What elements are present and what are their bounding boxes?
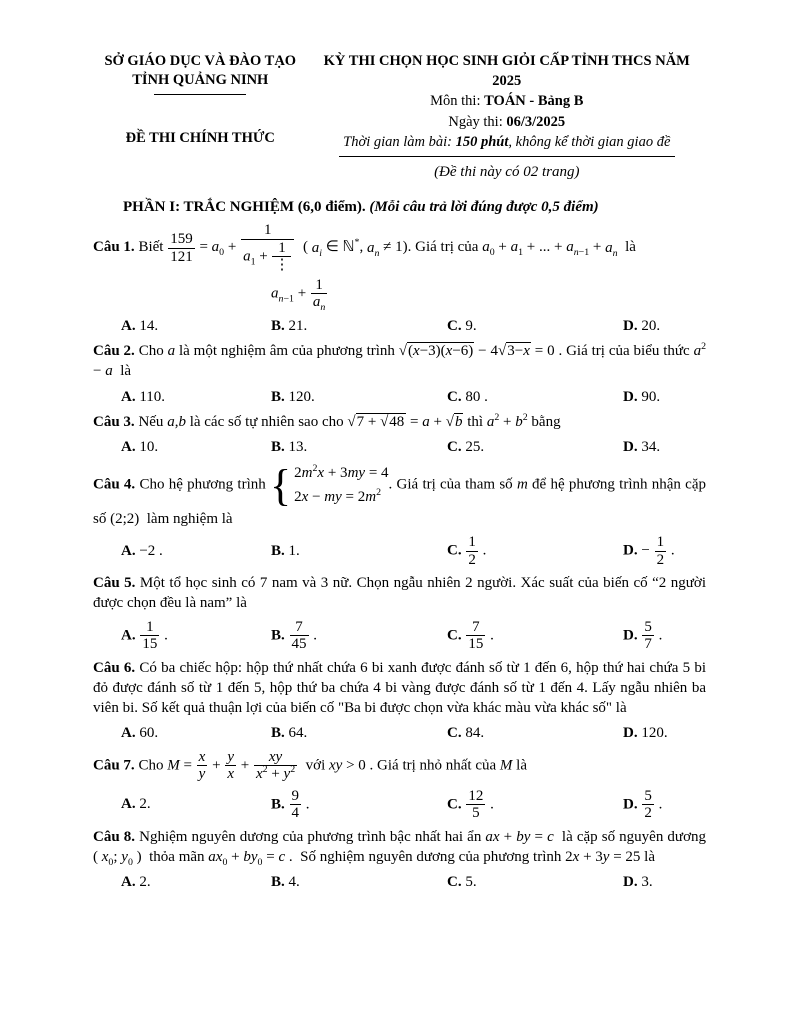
option-letter: B. [271,542,285,559]
option-a: A. 10. [121,439,159,456]
question-7 [93,749,706,822]
option-d: D. − $\frac{1}{2}$ . [623,534,675,568]
option-b: B. 13. [271,439,308,456]
option-b: B. 1. [271,542,300,559]
option-letter: A. [121,317,136,334]
options-row [93,788,706,822]
department-name-line1: SỞ GIÁO DỤC VÀ ĐÀO TẠO [104,53,297,69]
question-3 [93,412,706,458]
exam-title: KỲ THI CHỌN HỌC SINH GIỎI CẤP TỈNH THCS NĂM 2025 [323,53,690,89]
option-letter: C. [447,725,462,742]
question-label: Câu 6. [93,659,136,676]
question-1 [93,222,706,336]
question-4 [93,462,706,568]
question-text: Câu 3. Nếu a,b là các số tự nhiên sao cho √7 + √48 = a + √b thì $a^2 + b^2$ bằng [93,411,561,430]
question-display-math: $a_{n-1}$ + $\frac{1}{a_n}$ [271,276,326,314]
question-label: Câu 4. [93,477,136,493]
option-c: C. $\frac{1}{2}$ . [447,534,487,568]
option-a: A. 2. [121,796,151,813]
header-left-block [93,52,308,182]
question-label: Câu 5. [93,575,136,592]
option-letter: A. [121,388,136,405]
option-letter: D. [623,317,638,334]
option-letter: D. [623,542,638,559]
exam-header [93,52,706,182]
option-letter: D. [623,796,638,812]
section-subtitle-text: (Mỗi câu trả lời đúng được 0,5 điểm) [369,199,599,216]
options-row [93,387,706,407]
option-b: B. 21. [271,317,308,334]
option-letter: B. [271,627,285,643]
option-c: C. 5. [447,874,477,891]
question-2 [93,341,706,407]
header-divider [339,156,675,157]
option-d: D. $\frac{5}{2}$ . [623,787,663,822]
option-letter: D. [623,439,638,456]
option-letter: A. [121,627,136,643]
option-letter: C. [447,874,462,891]
question-label: Câu 3. [93,413,135,430]
option-letter: A. [121,874,136,891]
time-limit-line: Thời gian làm bài: 150 phút, không kể thời gian giao đề [343,134,671,151]
subject-line: Môn thi: TOÁN - Bảng B [430,93,584,110]
option-a: A. $\frac{1}{15}$ . [121,618,168,653]
options-row [93,619,706,653]
section-title-text: PHẦN I: TRẮC NGHIỆM (6,0 điểm). [123,199,370,216]
option-letter: C. [447,542,462,559]
option-d: D. 120. [623,725,668,742]
option-letter: A. [121,796,136,813]
official-exam-label: ĐỀ THI CHÍNH THỨC [125,129,275,146]
option-letter: D. [623,874,638,891]
option-letter: A. [121,542,136,559]
department-name-line2: TỈNH QUẢNG NINH [132,71,269,88]
option-d: D. 34. [623,439,661,456]
option-letter: D. [623,388,638,405]
option-a: A. 110. [121,388,166,405]
option-letter: B. [271,388,285,405]
options-row [93,723,706,743]
option-letter: B. [271,317,285,334]
option-d: D. 20. [623,317,661,334]
question-text: Câu 4. Cho hệ phương trình { $2m^2x + 3my = 4$ 2x − my = $2m^2$ . Giá trị của tham số m để hệ phương trình nhận cặp số (2;2) làm nghiệm là [93,460,706,527]
date-line: Ngày thi: 06/3/2025 [448,113,566,130]
option-letter: C. [447,439,462,456]
option-letter: C. [447,317,462,334]
option-a: A. 14. [121,317,159,334]
option-letter: D. [623,627,638,643]
question-8 [93,827,706,893]
options-row [93,534,706,568]
option-b: B. 64. [271,725,308,742]
option-b: B. $\frac{9}{4}$ . [271,787,310,822]
option-d: D. 90. [623,388,661,405]
questions [93,222,706,892]
option-letter: C. [447,627,462,643]
options-row [93,437,706,457]
option-c: C. 25. [447,439,485,456]
question-text: Câu 7. Cho M = $\frac{x}{y}$ + $\frac{y}{x}$ + $\frac{xy}{x^2 + y^2}$ với xy > 0 . Giá trị nhỏ nhất của M là [93,748,527,783]
question-label: Câu 8. [93,828,136,845]
question-text: Câu 1. Biết $\frac{159}{121}$ = $a_0$ + 1 $a_1$ + $\frac{1}{⋮}$ ( $a_i$ ∈ ℕ*, $a_n \ne 1$). Giá trị của $a_0 + a_1$ + ... + $a_{n-1} + a_n$ là [93,222,636,274]
question-text: Câu 2. Cho a là một nghiệm âm của phương trình √(x−3)(x−6) − 4√3−x = 0 . Giá trị của biểu thức $a^2 - a$ là [93,341,706,380]
option-c: C. 80 . [447,388,488,405]
option-a: A. 2. [121,874,151,891]
option-d: D. 3. [623,874,653,891]
section-heading [123,197,706,217]
options-row [93,316,706,336]
question-6 [93,658,706,744]
question-text: Câu 8. Nghiệm nguyên dương của phương trình bậc nhất hai ẩn ax + by = c là cặp số nguyên dương ( $x_0$; $y_0$ ) thỏa mãn $ax_0 + by_0 = c$ . Số nghiệm nguyên dương của phương trình 2x + 3y = 25 là [93,828,706,868]
option-a: A. −2 . [121,542,163,559]
option-a: A. 60. [121,725,159,742]
question-label: Câu 7. [93,757,135,773]
header-right-block [308,52,706,182]
option-b: B. 4. [271,874,300,891]
question-text: Câu 6. Có ba chiếc hộp: hộp thứ nhất chứa 6 bi xanh được đánh số từ 1 đến 6, hộp thứ hai chứa 5 bi đỏ được đánh số từ 1 đến 5, hộp thứ ba chứa 4 bi vàng được đánh số từ 1 đến 4. Lấy ngẫu nhiên ba viên bi. Số kết quả thuận lợi của biến cố "Ba bi được chọn vừa khác màu vừa khác số" là [93,659,706,717]
option-letter: A. [121,725,136,742]
option-letter: B. [271,796,285,812]
question-5 [93,573,706,653]
option-letter: C. [447,796,462,812]
option-letter: B. [271,874,285,891]
question-label: Câu 1. [93,239,135,256]
option-c: C. 9. [447,317,477,334]
option-c: C. 84. [447,725,485,742]
option-letter: C. [447,388,462,405]
option-letter: B. [271,725,285,742]
option-c: C. $\frac{7}{15}$ . [447,618,494,653]
pages-note: (Đề thi này có 02 trang) [434,163,580,180]
option-b: B. $\frac{7}{45}$ . [271,618,318,653]
option-b: B. 120. [271,388,315,405]
question-label: Câu 2. [93,343,135,360]
question-text: Câu 5. Một tổ học sinh có 7 nam và 3 nữ. Chọn ngẫu nhiên 2 người. Xác suất của biến cố “2 người được chọn đều là nam” là [93,575,706,612]
department-divider [154,94,246,95]
option-d: D. $\frac{5}{7}$ . [623,618,663,653]
option-letter: A. [121,439,136,456]
option-letter: D. [623,725,638,742]
option-c: C. $\frac{12}{5}$ . [447,787,494,822]
options-row [93,872,706,892]
option-letter: B. [271,439,285,456]
